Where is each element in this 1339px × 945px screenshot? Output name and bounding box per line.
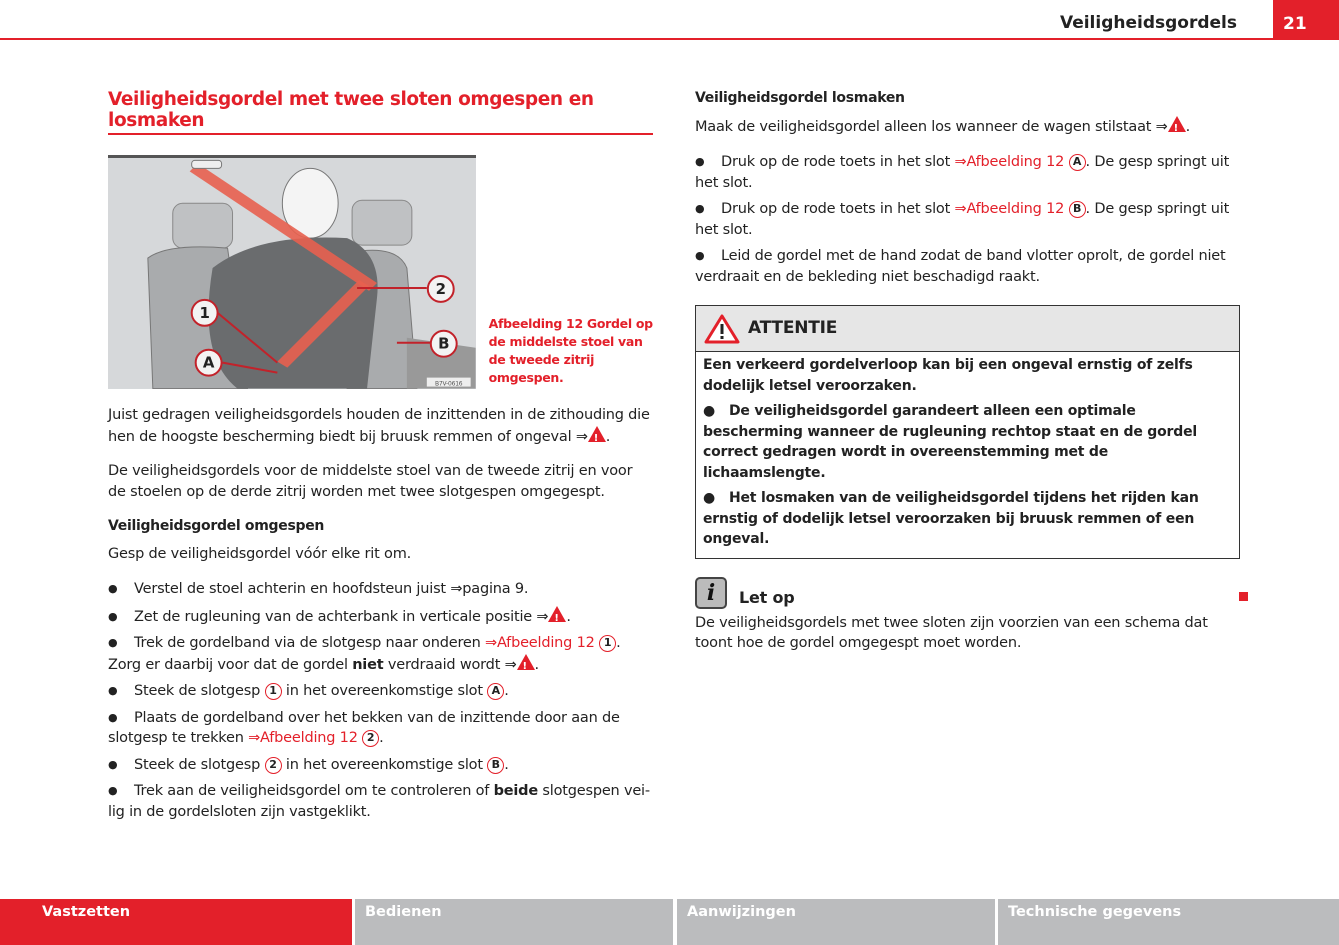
callout-marker: 2 bbox=[265, 757, 282, 774]
text: Steek de slotgesp bbox=[134, 756, 265, 773]
callout-marker: 2 bbox=[362, 730, 379, 747]
text: Trek de gordelband via de slotgesp naar onderen bbox=[134, 635, 486, 651]
footer-tab-vastzetten[interactable]: Vastzetten bbox=[0, 899, 352, 945]
bullet-icon: ● bbox=[108, 684, 118, 697]
header-rule bbox=[0, 38, 1339, 40]
warning-item: ● De veiligheidsgordel garandeert alleen een optimale bescherming wanneer de rugleuning rechtop staat en de gordel correct gedragen wordt in overeenstemming met de lichaamslengte. bbox=[703, 403, 1197, 481]
warning-item-text: Het losmaken van de veiligheidsgordel tijdens het rijden kan ernstig of dodelijk letsel veroorzaken bij bruusk remmen of een ongeval. bbox=[703, 490, 1199, 547]
text: Druk op de rode toets in het slot bbox=[721, 201, 955, 217]
text: Maak de veiligheidsgordel alleen los wanneer de wagen stilstaat ⇒ bbox=[695, 118, 1168, 135]
figure-label-1: 1 bbox=[199, 303, 210, 322]
lead-text bbox=[695, 116, 1240, 138]
warning-icon bbox=[548, 606, 566, 622]
seatbelt-illustration bbox=[108, 155, 476, 389]
footer-tab-bedienen[interactable]: Bedienen bbox=[355, 899, 673, 945]
subheading-release: Veiligheidsgordel losmaken bbox=[695, 90, 905, 106]
bullet-item bbox=[108, 781, 653, 822]
text: Druk op de rode toets in het slot bbox=[721, 154, 955, 170]
callout-marker: B bbox=[487, 757, 504, 774]
note-title: Let op bbox=[739, 588, 795, 607]
text: . De gesp springt uit het slot. bbox=[695, 154, 1230, 191]
bullet-icon: ● bbox=[108, 636, 118, 649]
note-text: De veiligheidsgordels met twee sloten zijn voorzien van een schema dat toont hoe de gordel omgegespt moet worden. bbox=[695, 614, 1208, 651]
text: . bbox=[605, 428, 611, 445]
subheading-fasten: Veiligheidsgordel omgespen bbox=[108, 518, 325, 534]
text bbox=[1064, 154, 1068, 170]
right-column bbox=[695, 88, 1240, 660]
callout-marker: A bbox=[1069, 154, 1086, 171]
warning-title: ATTENTIE bbox=[748, 318, 838, 339]
bullet-icon: ● bbox=[108, 757, 118, 771]
intro-paragraph bbox=[108, 405, 653, 447]
text: slotgespen vei-lig in de gordelsloten zijn vastgeklikt. bbox=[108, 783, 650, 820]
text: Trek aan de veiligheidsgordel om te controleren of bbox=[134, 783, 494, 799]
figure-link[interactable]: ⇒Afbeelding 12 bbox=[248, 730, 358, 746]
bullet-item bbox=[108, 708, 653, 749]
figure-link[interactable]: ⇒Afbeelding 12 bbox=[954, 201, 1065, 217]
figure-label-b: B bbox=[438, 334, 450, 353]
callout-marker: B bbox=[1069, 201, 1086, 218]
text: in het overeenkomstige slot bbox=[281, 756, 488, 773]
figure-link[interactable]: ⇒Afbeelding 12 bbox=[954, 154, 1065, 170]
text: De veiligheidsgordels voor de middelste stoel van de tweede zitrij en voor de stoelen op de derde zitrij worden met twee slotgespen omgegespt. bbox=[108, 463, 633, 500]
bullet-item bbox=[108, 606, 653, 628]
text: . bbox=[379, 730, 384, 746]
warning-box bbox=[695, 305, 1240, 559]
figure-label-a: A bbox=[202, 353, 215, 372]
text: Plaats de gordelband over het bekken van de inzittende door aan de slotgesp te trekken bbox=[108, 709, 620, 746]
lead-text: Gesp de veiligheidsgordel vóór elke rit om. bbox=[108, 545, 412, 562]
text: Zet de rugleuning van de achterbank in verticale positie ⇒ bbox=[134, 608, 549, 625]
warning-item: ● Het losmaken van de veiligheidsgordel tijdens het rijden kan ernstig of dodelijk letsel veroorzaken bij bruusk remmen of een ongeval. bbox=[703, 490, 1199, 547]
note-header bbox=[695, 577, 1240, 609]
figure-label-2: 2 bbox=[435, 279, 446, 298]
bullet-icon: ● bbox=[695, 249, 705, 262]
bullet-item bbox=[108, 633, 653, 675]
bullet-item bbox=[108, 755, 653, 776]
page-number: 21 bbox=[1273, 0, 1339, 40]
end-of-section-marker bbox=[1239, 592, 1248, 601]
left-column bbox=[108, 88, 653, 828]
text: verdraaid wordt ⇒ bbox=[383, 656, 517, 673]
bullet-icon: ● bbox=[695, 155, 705, 168]
text: . bbox=[1185, 118, 1191, 135]
text: . bbox=[504, 683, 509, 699]
release-steps bbox=[695, 152, 1240, 287]
text: . De gesp springt uit het slot. bbox=[695, 201, 1230, 238]
intro-paragraph bbox=[108, 461, 653, 502]
warning-icon bbox=[517, 654, 535, 670]
page-title: Veiligheidsgordel met twee sloten omgespen en losmaken bbox=[108, 90, 653, 135]
text: Juist gedragen veiligheidsgordels houden de inzittenden in de zithouding die hen de hoogste bescherming biedt bij bruusk remmen of ongeval ⇒ bbox=[108, 407, 650, 445]
text: Verstel de stoel achterin en hoofdsteun juist ⇒pagina 9. bbox=[134, 581, 529, 597]
text: Leid de gordel met de hand zodat de band vlotter oprolt, de gordel niet verdraait en de bekleding niet beschadigd raakt. bbox=[695, 248, 1226, 285]
warning-header bbox=[696, 306, 1239, 352]
bullet-icon: ● bbox=[108, 710, 118, 724]
figure-code: B7V-0616 bbox=[435, 380, 463, 388]
bullet-icon: ● bbox=[695, 202, 705, 215]
text bbox=[1064, 201, 1068, 217]
figure-link[interactable]: ⇒Afbeelding 12 bbox=[485, 635, 595, 651]
bullet-icon: ● bbox=[108, 784, 118, 797]
bold-text: beide bbox=[493, 783, 538, 799]
warning-icon bbox=[588, 426, 606, 442]
bullet-item bbox=[108, 681, 653, 702]
figure-caption: Afbeelding 12 Gordel op de middelste stoel van de tweede zitrij omgespen. bbox=[488, 316, 653, 385]
bullet-item bbox=[695, 152, 1240, 193]
bullet-icon: ● bbox=[108, 582, 118, 595]
callout-marker: 1 bbox=[265, 683, 282, 700]
text: . bbox=[566, 608, 571, 625]
text: . bbox=[504, 756, 509, 773]
footer-tab-technische-gegevens[interactable]: Technische gegevens bbox=[998, 899, 1339, 945]
text: . Zorg er daarbij voor dat de gordel bbox=[108, 635, 621, 673]
warning-intro: Een verkeerd gordelverloop kan bij een ongeval ernstig of zelfs dodelijk letsel veroorzaken. bbox=[703, 357, 1193, 394]
info-icon: i bbox=[695, 577, 727, 609]
text: Steek de slotgesp bbox=[134, 683, 265, 699]
figure bbox=[108, 155, 653, 389]
footer-tab-aanwijzingen[interactable]: Aanwijzingen bbox=[677, 899, 995, 945]
callout-marker: A bbox=[487, 683, 504, 700]
warning-icon bbox=[1168, 116, 1186, 132]
warning-icon bbox=[704, 314, 740, 344]
bullet-item bbox=[695, 246, 1240, 287]
bullet-item bbox=[695, 199, 1240, 240]
bold-text: niet bbox=[352, 656, 384, 673]
fasten-steps bbox=[108, 579, 653, 822]
bullet-icon: ● bbox=[108, 609, 118, 623]
section-title: Veiligheidsgordels bbox=[1059, 13, 1237, 33]
callout-marker: 1 bbox=[599, 635, 616, 652]
bullet-item bbox=[108, 579, 653, 600]
text: in het overeenkomstige slot bbox=[281, 683, 488, 699]
warning-item-text: De veiligheidsgordel garandeert alleen een optimale bescherming wanneer de rugleuning rechtop staat en de gordel correct gedragen wordt in overeenstemming met de lichaamslengte. bbox=[703, 403, 1197, 481]
text: . bbox=[534, 656, 539, 673]
